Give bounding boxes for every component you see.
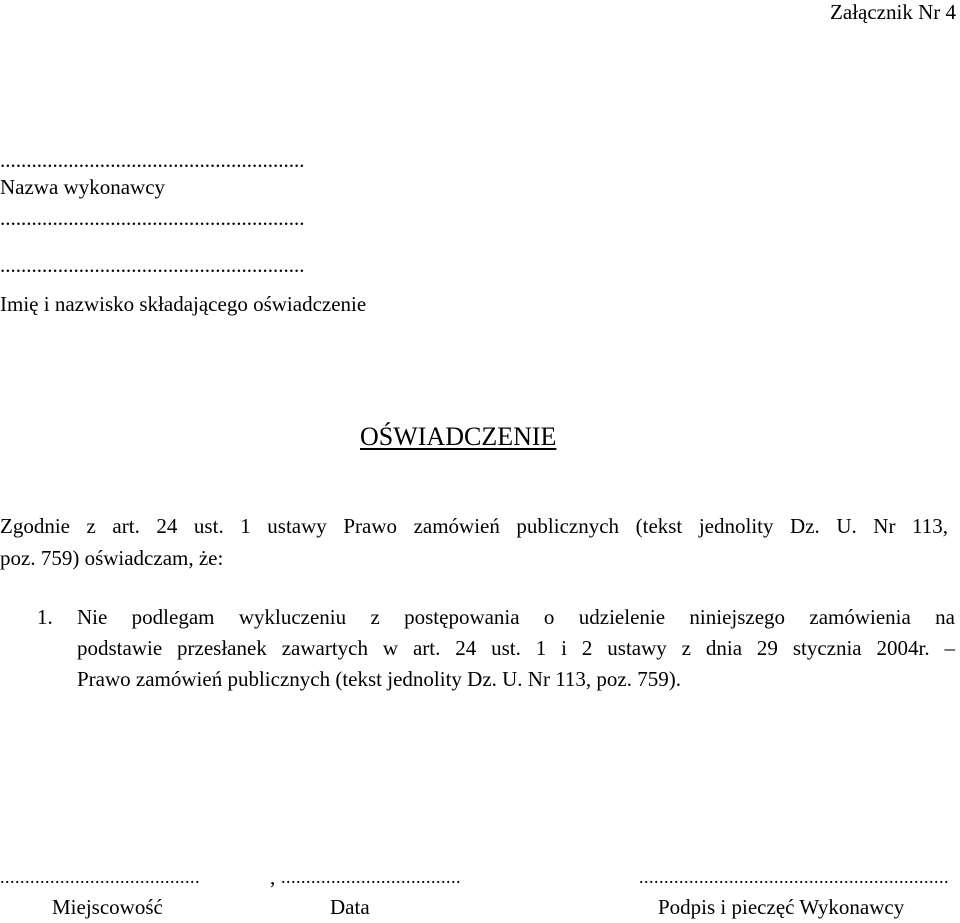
statement-item-line-3: Prawo zamówień publicznych (tekst jednolity Dz. U. Nr 113, poz. 759). <box>77 667 681 691</box>
signer-dots-first: .......................................................... <box>0 206 305 230</box>
statement-item-line-2: podstawie przesłanek zawartych w art. 24 ust. 1 i 2 ustawy z dnia 29 stycznia 2004r. – <box>77 636 955 660</box>
signature-dots: .............................................................. <box>639 867 949 887</box>
contractor-name-label: Nazwa wykonawcy <box>0 175 166 199</box>
place-dots: ........................................ <box>0 867 200 887</box>
statement-item-number: 1. <box>37 605 53 629</box>
annex-label: Załącznik Nr 4 <box>830 0 956 24</box>
statement-title: OŚWIADCZENIE <box>360 422 557 451</box>
contractor-name-dots: .......................................................... <box>0 148 305 172</box>
date-dots: .................................... <box>281 867 461 887</box>
place-date-separator: , <box>270 865 276 889</box>
signature-label: Podpis i pieczęć Wykonawcy <box>658 895 905 919</box>
signer-label: Imię i nazwisko składającego oświadczenie <box>0 292 367 316</box>
statement-intro-line-2: poz. 759) oświadczam, że: <box>0 546 224 570</box>
place-label: Miejscowość <box>52 895 163 919</box>
signer-dots-second: .......................................................... <box>0 253 305 277</box>
statement-intro-line-1: Zgodnie z art. 24 ust. 1 ustawy Prawo zamówień publicznych (tekst jednolity Dz. U. Nr 113, <box>0 514 948 538</box>
statement-item-line-1: Nie podlegam wykluczeniu z postępowania o udzielenie niniejszego zamówienia na <box>77 605 955 629</box>
date-label: Data <box>330 895 370 919</box>
